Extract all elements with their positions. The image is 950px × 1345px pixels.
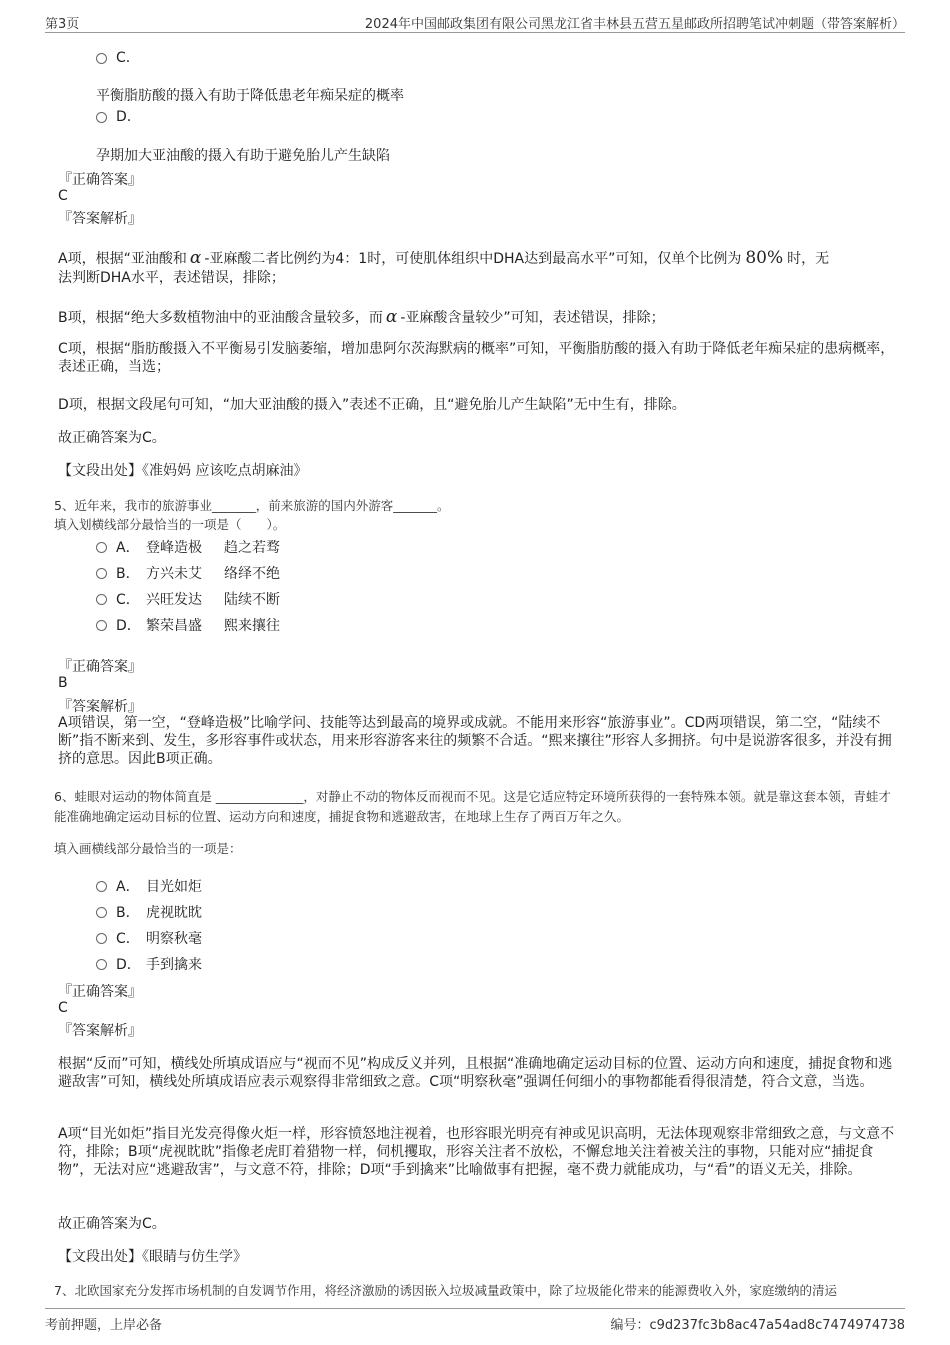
radio-icon[interactable] [96,568,107,579]
q5-answer: B [58,675,68,691]
footer-divider [45,1308,905,1309]
radio-icon[interactable] [96,53,107,64]
q5-analysis-heading: 『答案解析』 [58,699,142,715]
q5-option-c[interactable]: C． 兴旺发达 陆续不断 [96,589,280,609]
q6-option-c[interactable]: C． 明察秋毫 [96,928,202,948]
page-number: 第3页 [45,17,80,32]
q6-instruction: 填入画横线部分最恰当的一项是： [54,841,242,856]
q6-analysis-p2: A项“目光如炬”指目光发亮得像火炬一样，形容愤怒地注视着，也形容眼光明亮有神或见识高明，无法体现观察非常细致之意，与文意不符，排除；B项“虎视眈眈”指像老虎盯着猎物一样，伺机攫取，形容关注者不放松，不懈怠地关注着被关注的事物，只能对应“捕捉食物”，无法对应“逃避敌害”，与文意不符，排除；D项“手到擒来”比喻做事有把握，毫不费力就能成功，与“看”的语义无关，排除。 [58,1126,895,1178]
radio-icon[interactable] [96,881,107,892]
q4-option-c-text: 平衡脂肪酸的摄入有助于降低患老年痴呆症的概率 [96,88,404,104]
q6-analysis-heading: 『答案解析』 [58,1023,142,1039]
header-divider [45,32,905,33]
q4-analysis-a-line2: 法判断DHA水平，表述错误，排除； [58,270,285,286]
q4-answer: C [58,188,68,204]
q6-stem: 6、蛙眼对运动的物体简直是 ______________，对静止不动的物体反而视而不见。这是它适应特定环境所获得的一套特殊本领。就是靠这套本领，青蛙才能准确地确定运动目标的位置、运动方向和速度，捕捉食物和逃避敌害，在地球上生存了两百万年之久。 [54,789,891,824]
q6-option-b[interactable]: B． 虎视眈眈 [96,902,202,922]
radio-icon[interactable] [96,112,107,123]
q6-source: 【文段出处】《眼睛与仿生学》 [58,1249,247,1265]
q7-stem: 7、北欧国家充分发挥市场机制的自发调节作用，将经济激励的诱因嵌入垃圾减量政策中，除了垃圾能化带来的能源费收入外，家庭缴纳的清运 [54,1283,837,1298]
radio-icon[interactable] [96,959,107,970]
q5-analysis: A项错误，第一空，“登峰造极”比喻学问、技能等达到最高的境界或成就。不能用来形容“旅游事业”。CD两项错误，第二空，“陆续不断”指不断来到、发生，多形容事件或状态，用来形容游客来往的频繁不合适。“熙来攘往”形容人多拥挤。句中是说游客很多，并没有拥挤的意思。因此B项正确。 [58,715,892,767]
document-id: 编号：c9d237fc3b8ac47a54ad8c7474974738 [610,1318,905,1333]
q5-option-b[interactable]: B． 方兴未艾 络绎不绝 [96,563,280,583]
document-title: 2024年中国邮政集团有限公司黑龙江省丰林县五营五星邮政所招聘笔试冲刺题（带答案解析） [364,17,905,32]
q5-stem: 5、近年来，我市的旅游事业_______，前来旅游的国内外游客_______。 [54,498,450,513]
q6-answer: C [58,1000,68,1016]
q4-analysis-a-line1: A项，根据“亚油酸和 α -亚麻酸二者比例约为4：1时，可使肌体组织中DHA达到最高水平”可知，仅单个比例为 80% 时，无 [58,248,830,268]
q6-analysis-p1: 根据“反而”可知，横线处所填成语应与“视而不见”构成反义并列，且根据“准确地确定运动目标的位置、运动方向和速度，捕捉食物和逃避敌害”可知，横线处所填成语应表示观察得非常细致之意。C项“明察秋毫”强调任何细小的事物都能看得很清楚，符合文意，当选。 [58,1056,893,1090]
q4-source: 【文段出处】《准妈妈 应该吃点胡麻油》 [58,463,308,479]
q5-instruction: 填入划横线部分最恰当的一项是（ ）。 [54,517,286,532]
radio-icon[interactable] [96,620,107,631]
q4-option-d-text: 孕期加大亚油酸的摄入有助于避免胎儿产生缺陷 [96,148,390,164]
q6-option-d[interactable]: D． 手到擒来 [96,954,202,974]
q6-conclusion: 故正确答案为C。 [58,1216,166,1232]
radio-icon[interactable] [96,907,107,918]
radio-icon[interactable] [96,933,107,944]
radio-icon[interactable] [96,594,107,605]
q4-option-c[interactable]: C. [96,50,130,66]
q5-option-a[interactable]: A． 登峰造极 趋之若骛 [96,537,280,557]
q4-option-d[interactable]: D. [96,109,131,125]
footer-slogan: 考前押题，上岸必备 [45,1318,163,1333]
q4-conclusion: 故正确答案为C。 [58,430,166,446]
q4-answer-heading: 『正确答案』 [58,172,142,188]
q6-answer-heading: 『正确答案』 [58,984,142,1000]
radio-icon[interactable] [96,542,107,553]
q4-analysis-d: D项，根据文段尾句可知，“加大亚油酸的摄入”表述不正确，且“避免胎儿产生缺陷”无中生有，排除。 [58,397,686,413]
q6-option-a[interactable]: A． 目光如炬 [96,876,202,896]
q5-option-d[interactable]: D． 繁荣昌盛 熙来攘往 [96,615,280,635]
q4-analysis-heading: 『答案解析』 [58,211,142,227]
q5-answer-heading: 『正确答案』 [58,659,142,675]
q4-analysis-c: C项，根据“脂肪酸摄入不平衡易引发脑萎缩，增加患阿尔茨海默病的概率”可知，平衡脂肪酸的摄入有助于降低老年痴呆症的患病概率，表述正确，当选； [58,341,895,375]
q4-analysis-b: B项，根据“绝大多数植物油中的亚油酸含量较多，而 α -亚麻酸含量较少”可知，表述错误，排除； [58,307,665,327]
